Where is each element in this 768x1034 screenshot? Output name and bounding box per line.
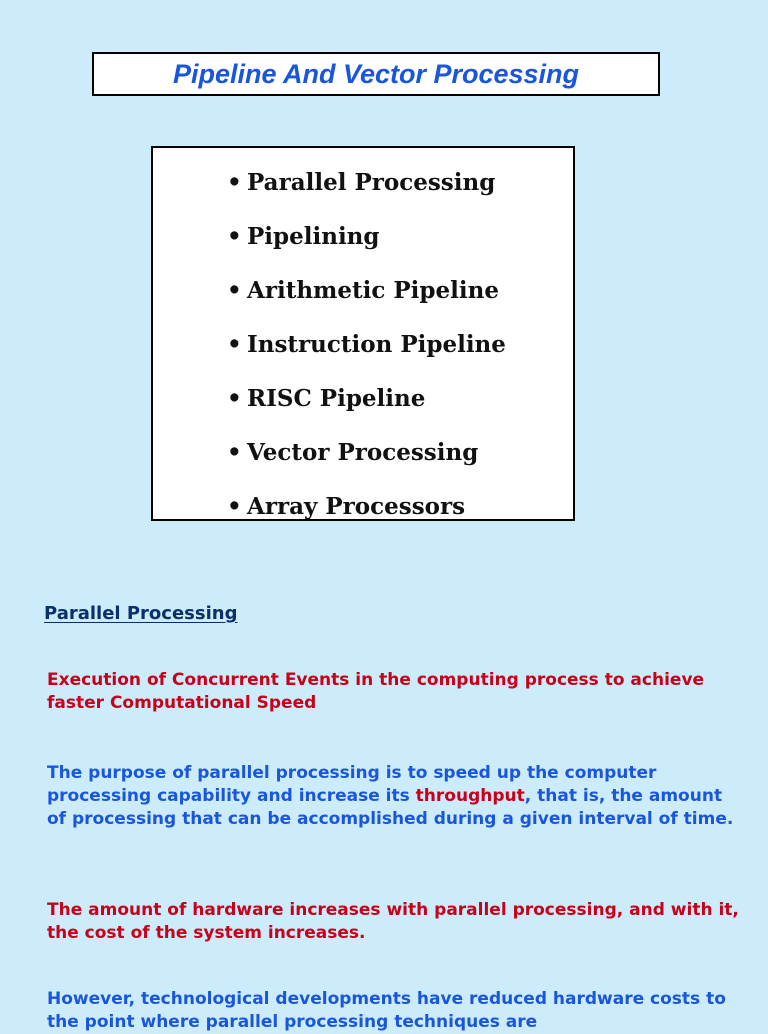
topic-item bbox=[227, 210, 573, 264]
topic-label: Vector Processing bbox=[247, 439, 479, 466]
purpose-text-start: The purpose of parallel processing is to speed up the computer processing capability and increase its bbox=[47, 763, 657, 806]
purpose-text-end: , that is, the amount of processing that can be accomplished during a given interval of time. bbox=[47, 786, 734, 829]
bullet-icon: • bbox=[227, 331, 242, 358]
topic-label: Arithmetic Pipeline bbox=[247, 277, 499, 304]
topic-label: Array Processors bbox=[247, 493, 466, 520]
hardware-cost-paragraph: The amount of hardware increases with parallel processing, and with it, the cost of the system increases. bbox=[47, 900, 739, 943]
topic-label: Pipelining bbox=[247, 223, 380, 250]
bullet-icon: • bbox=[227, 493, 242, 520]
topic-item bbox=[227, 426, 573, 480]
topic-label: Parallel Processing bbox=[247, 169, 496, 196]
topic-item bbox=[227, 264, 573, 318]
topic-label: Instruction Pipeline bbox=[247, 331, 506, 358]
bullet-icon: • bbox=[227, 169, 242, 196]
purpose-paragraph bbox=[47, 762, 747, 831]
bullet-icon: • bbox=[227, 439, 242, 466]
topic-item bbox=[227, 156, 573, 210]
topics-list bbox=[153, 148, 573, 534]
topic-item bbox=[227, 480, 573, 534]
throughput-highlight: throughput bbox=[415, 786, 525, 806]
definition-paragraph: Execution of Concurrent Events in the computing process to achieve faster Computational Speed bbox=[47, 670, 705, 713]
page-title: Pipeline And Vector Processing bbox=[172, 58, 580, 89]
title-box bbox=[92, 52, 660, 96]
topics-box bbox=[151, 146, 575, 521]
section-heading: Parallel Processing bbox=[44, 603, 238, 624]
bullet-icon: • bbox=[227, 385, 242, 412]
topic-item bbox=[227, 372, 573, 426]
topic-label: RISC Pipeline bbox=[247, 385, 426, 412]
bullet-icon: • bbox=[227, 277, 242, 304]
topic-item bbox=[227, 318, 573, 372]
technology-paragraph: However, technological developments have reduced hardware costs to the point where parallel processing techniques are bbox=[47, 989, 726, 1032]
bullet-icon: • bbox=[227, 223, 242, 250]
